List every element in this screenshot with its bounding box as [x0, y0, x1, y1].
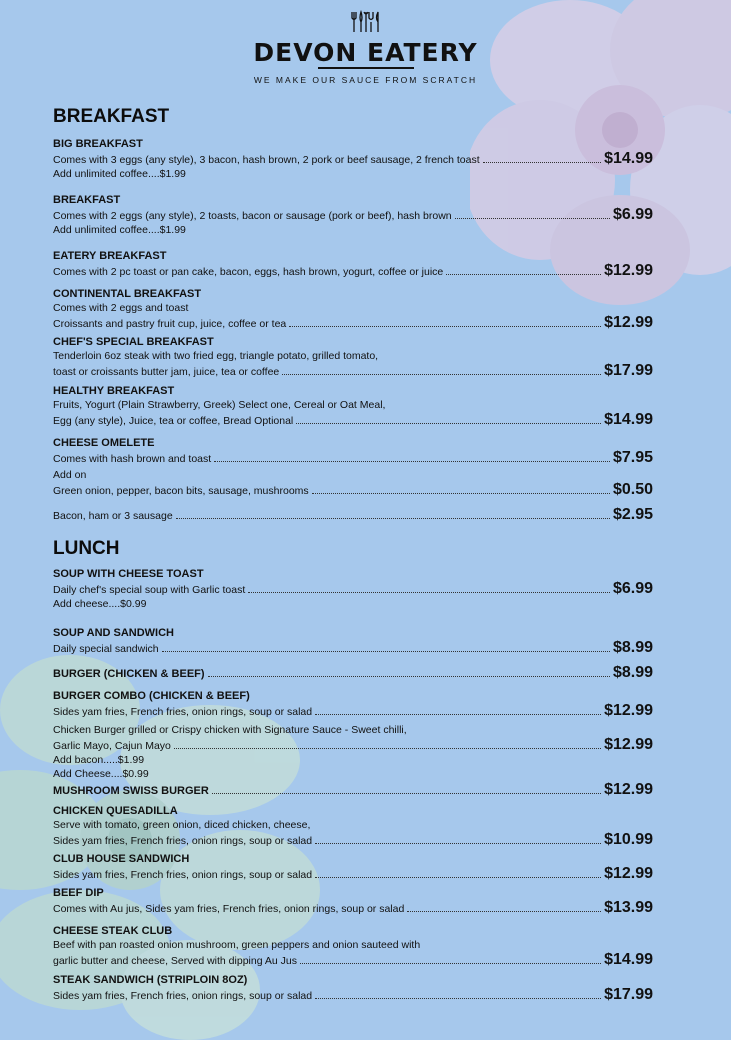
leader-dots	[212, 792, 601, 794]
item-price: $12.99	[604, 262, 653, 279]
leader-dots	[446, 273, 601, 275]
item-description-line: Comes with 2 eggs and toast	[53, 302, 189, 314]
cutlery-logo-icon	[351, 10, 381, 34]
item-description-line: Beef with pan roasted onion mushroom, green peppers and onion sauteed with	[53, 939, 421, 951]
item-description: Comes with 3 eggs (any style), 3 bacon, hash brown, 2 pork or beef sausage, 2 french toast	[53, 154, 480, 166]
leader-dots	[315, 876, 601, 878]
leader-dots	[176, 517, 610, 519]
item-name: SOUP AND SANDWICH	[53, 627, 175, 639]
restaurant-name: DEVON EATERY	[253, 38, 478, 67]
leader-dots	[407, 910, 601, 912]
item-note: Add bacon.....$1.99	[53, 754, 145, 766]
item-name: CONTINENTAL BREAKFAST	[53, 288, 202, 300]
item-note: Add unlimited coffee....$1.99	[53, 168, 186, 180]
item-description: garlic butter and cheese, Served with dipping Au Jus	[53, 955, 297, 967]
item-price: $12.99	[604, 702, 653, 719]
item-description: Sides yam fries, French fries, onion rings, soup or salad	[53, 869, 313, 881]
item-name: HEALTHY BREAKFAST	[53, 385, 175, 397]
item-note: Add unlimited coffee....$1.99	[53, 224, 186, 236]
leader-dots	[214, 460, 610, 462]
menu-item-club-house-sandwich	[53, 852, 653, 882]
leader-dots	[312, 492, 610, 494]
item-name: BREAKFAST	[53, 194, 121, 206]
menu-item-burger	[53, 665, 653, 681]
item-price: $12.99	[604, 736, 653, 753]
item-description: Sides yam fries, French fries, onion rings, soup or salad	[53, 706, 313, 718]
lunch-section-title: LUNCH	[53, 538, 120, 559]
item-description-line: Fruits, Yogurt (Plain Strawberry, Greek) Select one, Cereal or Oat Meal,	[53, 399, 386, 411]
menu-item-cheese-steak-club	[53, 924, 653, 968]
item-price: $8.99	[612, 664, 653, 681]
item-price: $8.99	[612, 639, 653, 656]
leader-dots	[282, 373, 601, 375]
leader-dots	[296, 422, 601, 424]
menu-item-steak-sandwich	[53, 973, 653, 1003]
item-price: $12.99	[604, 865, 653, 882]
leader-dots	[300, 962, 601, 964]
item-name: MUSHROOM SWISS BURGER	[53, 785, 209, 797]
item-description-line: Chicken Burger grilled or Crispy chicken with Signature Sauce - Sweet chilli,	[53, 724, 407, 736]
item-description: Croissants and pastry fruit cup, juice, coffee or tea	[53, 318, 287, 330]
restaurant-tagline: WE MAKE OUR SAUCE FROM SCRATCH	[253, 75, 478, 85]
item-description: Comes with 2 eggs (any style), 2 toasts, bacon or sausage (pork or beef), hash brown	[53, 210, 452, 222]
item-note: Add Cheese....$0.99	[53, 768, 149, 780]
leader-dots	[174, 747, 601, 749]
item-description: Sides yam fries, French fries, onion rings, soup or salad	[53, 990, 313, 1002]
addon-label: Add on	[53, 469, 87, 481]
menu-item-chefs-special-breakfast	[53, 335, 653, 379]
item-price: $12.99	[604, 314, 653, 331]
leader-dots	[455, 217, 610, 219]
item-description: Daily special sandwich	[53, 643, 159, 655]
item-description: Comes with hash brown and toast	[53, 453, 212, 465]
item-name: CHEESE OMELETE	[53, 437, 155, 449]
leader-dots	[315, 713, 601, 715]
menu-item-healthy-breakfast	[53, 384, 653, 428]
item-price: $6.99	[612, 206, 653, 223]
menu-item-soup-and-sandwich	[53, 626, 653, 656]
item-description: Garlic Mayo, Cajun Mayo	[53, 740, 171, 752]
item-name: EATERY BREAKFAST	[53, 250, 167, 262]
item-name: BURGER COMBO (CHICKEN & BEEF)	[53, 690, 250, 702]
leader-dots	[162, 650, 610, 652]
item-price: $6.99	[612, 580, 653, 597]
item-note: Add cheese....$0.99	[53, 598, 147, 610]
item-name: CHEF'S SPECIAL BREAKFAST	[53, 336, 214, 348]
leader-dots	[315, 997, 601, 999]
item-name: CHICKEN QUESADILLA	[53, 805, 178, 817]
menu-item-cheese-omelete	[53, 436, 653, 523]
item-price: $13.99	[604, 899, 653, 916]
menu-item-burger-combo	[53, 689, 653, 719]
leader-dots	[208, 675, 610, 677]
addon-price: $0.50	[612, 481, 653, 498]
item-price: $14.99	[604, 411, 653, 428]
item-price: $17.99	[604, 362, 653, 379]
menu-item-chicken-quesadilla	[53, 804, 653, 848]
item-price: $17.99	[604, 986, 653, 1003]
item-description-line: Tenderloin 6oz steak with two fried egg, triangle potato, grilled tomato,	[53, 350, 379, 362]
menu-item-big-breakfast	[53, 137, 653, 181]
item-description: Comes with Au jus, Sides yam fries, French fries, onion rings, soup or salad	[53, 903, 405, 915]
leader-dots	[315, 842, 601, 844]
item-description: Daily chef's special soup with Garlic toast	[53, 584, 246, 596]
item-price: $10.99	[604, 831, 653, 848]
menu-item-soup-with-cheese-toast	[53, 567, 653, 611]
restaurant-logo	[0, 10, 731, 85]
item-name: SOUP WITH CHEESE TOAST	[53, 568, 204, 580]
item-description-line: Serve with tomato, green onion, diced chicken, cheese,	[53, 819, 311, 831]
menu-item-mushroom-swiss-burger	[53, 782, 653, 798]
addon-description: Green onion, pepper, bacon bits, sausage, mushrooms	[53, 485, 309, 497]
item-description: Egg (any style), Juice, tea or coffee, Bread Optional	[53, 415, 294, 427]
leader-dots	[483, 161, 601, 163]
item-name: CLUB HOUSE SANDWICH	[53, 853, 190, 865]
item-price: $12.99	[604, 781, 653, 798]
menu-item-chicken-burger	[53, 723, 653, 781]
item-name: BEEF DIP	[53, 887, 104, 899]
item-description: Sides yam fries, French fries, onion rings, soup or salad	[53, 835, 313, 847]
menu-item-continental-breakfast	[53, 287, 653, 331]
item-price: $14.99	[604, 951, 653, 968]
item-price: $7.95	[612, 449, 653, 466]
menu-item-breakfast	[53, 193, 653, 237]
menu-item-eatery-breakfast	[53, 249, 653, 279]
logo-divider	[318, 67, 414, 69]
item-description: Comes with 2 pc toast or pan cake, bacon, eggs, hash brown, yogurt, coffee or juice	[53, 266, 444, 278]
menu-item-beef-dip	[53, 886, 653, 916]
leader-dots	[289, 325, 601, 327]
leader-dots	[248, 591, 610, 593]
item-name: BIG BREAKFAST	[53, 138, 143, 150]
item-description: toast or croissants butter jam, juice, tea or coffee	[53, 366, 280, 378]
addon-description: Bacon, ham or 3 sausage	[53, 510, 173, 522]
breakfast-section-title: BREAKFAST	[53, 106, 170, 127]
item-name: CHEESE STEAK CLUB	[53, 925, 173, 937]
item-price: $14.99	[604, 150, 653, 167]
item-name: STEAK SANDWICH (STRIPLOIN 8OZ)	[53, 974, 248, 986]
addon-price: $2.95	[612, 506, 653, 523]
item-name: BURGER (CHICKEN & BEEF)	[53, 668, 205, 680]
